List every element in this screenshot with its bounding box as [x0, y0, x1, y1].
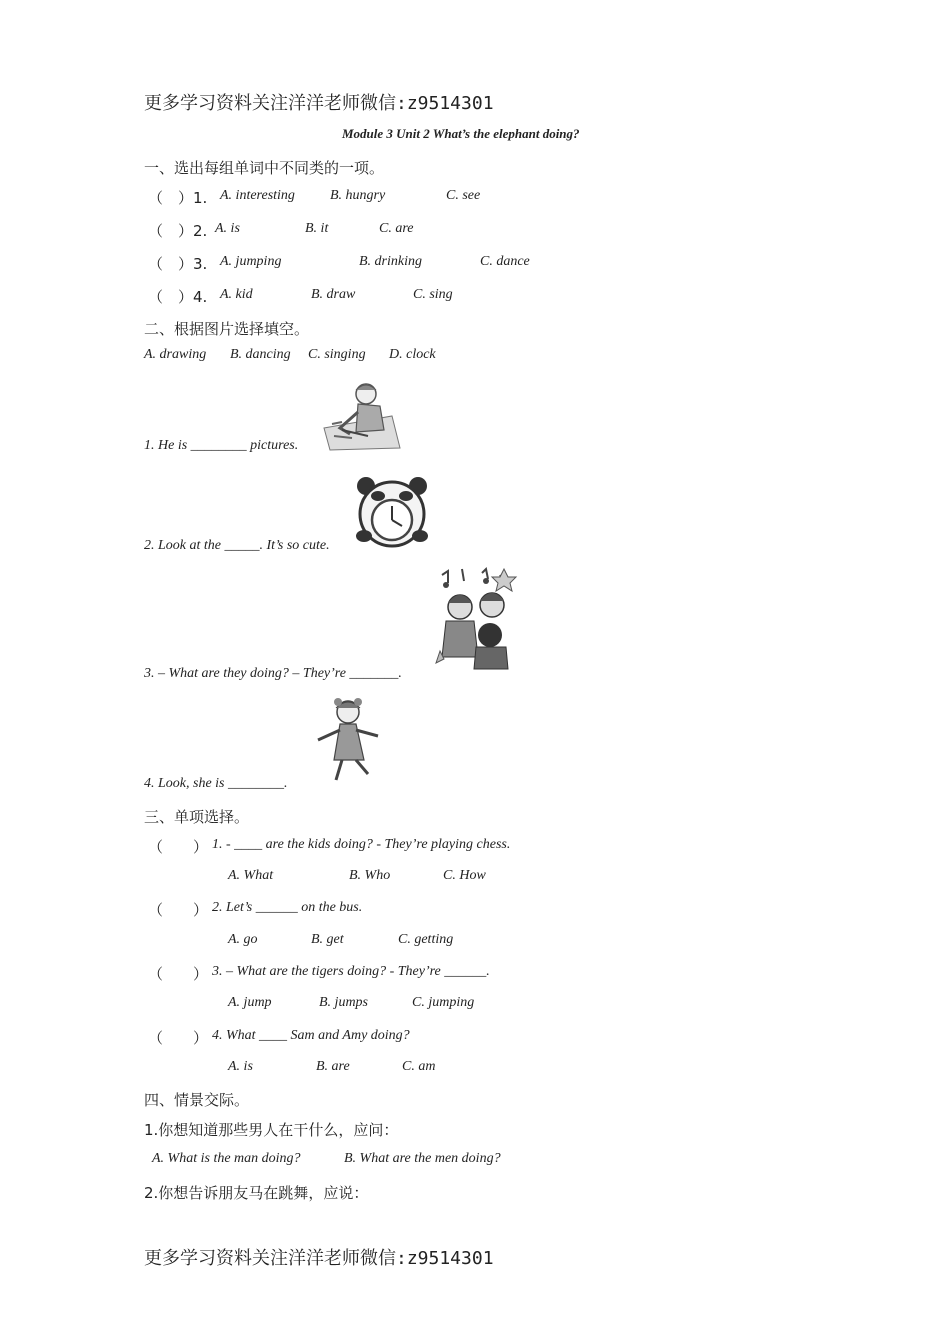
- option-c: C. sing: [413, 287, 453, 302]
- kids-singing-picture: [434, 565, 520, 677]
- section3-heading: 三、单项选择。: [144, 808, 250, 826]
- option-c: C. dance: [480, 254, 530, 269]
- option-b: B. get: [311, 932, 344, 947]
- option-b: B. it: [305, 221, 329, 236]
- picture-question-1: 1. He is ________ pictures.: [144, 438, 299, 453]
- girl-dancing-picture: [312, 694, 384, 786]
- word-bank-option: B. dancing: [230, 347, 291, 362]
- option-a: A. jump: [228, 995, 272, 1010]
- situation-question-1: 1.你想知道那些男人在干什么，应问：: [144, 1121, 399, 1139]
- answer-paren: （ ）2.: [148, 222, 208, 240]
- boy-drawing-picture: [322, 378, 402, 452]
- word-bank-option: D. clock: [389, 347, 436, 362]
- question-text: 1. - ____ are the kids doing? - They’re playing chess.: [212, 837, 511, 852]
- option-a: A. What: [228, 868, 274, 883]
- question-text: 2. Let’s ______ on the bus.: [212, 900, 363, 915]
- section4-heading: 四、情景交际。: [144, 1091, 250, 1109]
- question-text: 4. What ____ Sam and Amy doing?: [212, 1028, 410, 1043]
- option-c: C. getting: [398, 932, 454, 947]
- answer-paren: （ ）: [148, 838, 209, 856]
- option-a: A. is: [215, 221, 240, 236]
- section1-heading: 一、选出每组单词中不同类的一项。: [144, 159, 385, 177]
- word-bank-option: C. singing: [308, 347, 366, 362]
- option-c: C. am: [402, 1059, 436, 1074]
- answer-paren: （ ）: [148, 901, 209, 919]
- picture-question-2: 2. Look at the _____. It’s so cute.: [144, 538, 330, 553]
- option-a: A. jumping: [220, 254, 282, 269]
- answer-paren: （ ）: [148, 1029, 209, 1047]
- option-a: A. go: [228, 932, 258, 947]
- situation-option-a: A. What is the man doing?: [152, 1151, 301, 1166]
- answer-paren: （ ）4.: [148, 288, 208, 306]
- answer-paren: （ ）1.: [148, 189, 208, 207]
- option-c: C. are: [379, 221, 414, 236]
- option-b: B. drinking: [359, 254, 422, 269]
- option-a: A. kid: [220, 287, 253, 302]
- word-bank-option: A. drawing: [144, 347, 207, 362]
- section2-heading: 二、根据图片选择填空。: [144, 320, 310, 338]
- page-footer: 更多学习资料关注洋洋老师微信:z9514301: [144, 1248, 494, 1269]
- situation-question-2: 2.你想告诉朋友马在跳舞，应说：: [144, 1184, 369, 1202]
- question-text: 3. – What are the tigers doing? - They’re ______.: [212, 964, 490, 979]
- option-b: B. hungry: [330, 188, 386, 203]
- option-c: C. see: [446, 188, 481, 203]
- option-b: B. are: [316, 1059, 350, 1074]
- worksheet-title: Module 3 Unit 2 What’s the elephant doing?: [342, 126, 580, 141]
- picture-question-3: 3. – What are they doing? – They’re _______.: [144, 666, 402, 681]
- option-a: A. is: [228, 1059, 253, 1074]
- page-header: 更多学习资料关注洋洋老师微信:z9514301: [144, 93, 494, 114]
- answer-paren: （ ）: [148, 965, 209, 983]
- option-c: C. How: [443, 868, 486, 883]
- situation-option-b: B. What are the men doing?: [344, 1151, 501, 1166]
- option-b: B. jumps: [319, 995, 368, 1010]
- option-b: B. draw: [311, 287, 356, 302]
- option-c: C. jumping: [412, 995, 475, 1010]
- answer-paren: （ ）3.: [148, 255, 208, 273]
- option-b: B. Who: [349, 868, 391, 883]
- picture-question-4: 4. Look, she is ________.: [144, 776, 288, 791]
- panda-clock-picture: [354, 474, 430, 550]
- option-a: A. interesting: [220, 188, 295, 203]
